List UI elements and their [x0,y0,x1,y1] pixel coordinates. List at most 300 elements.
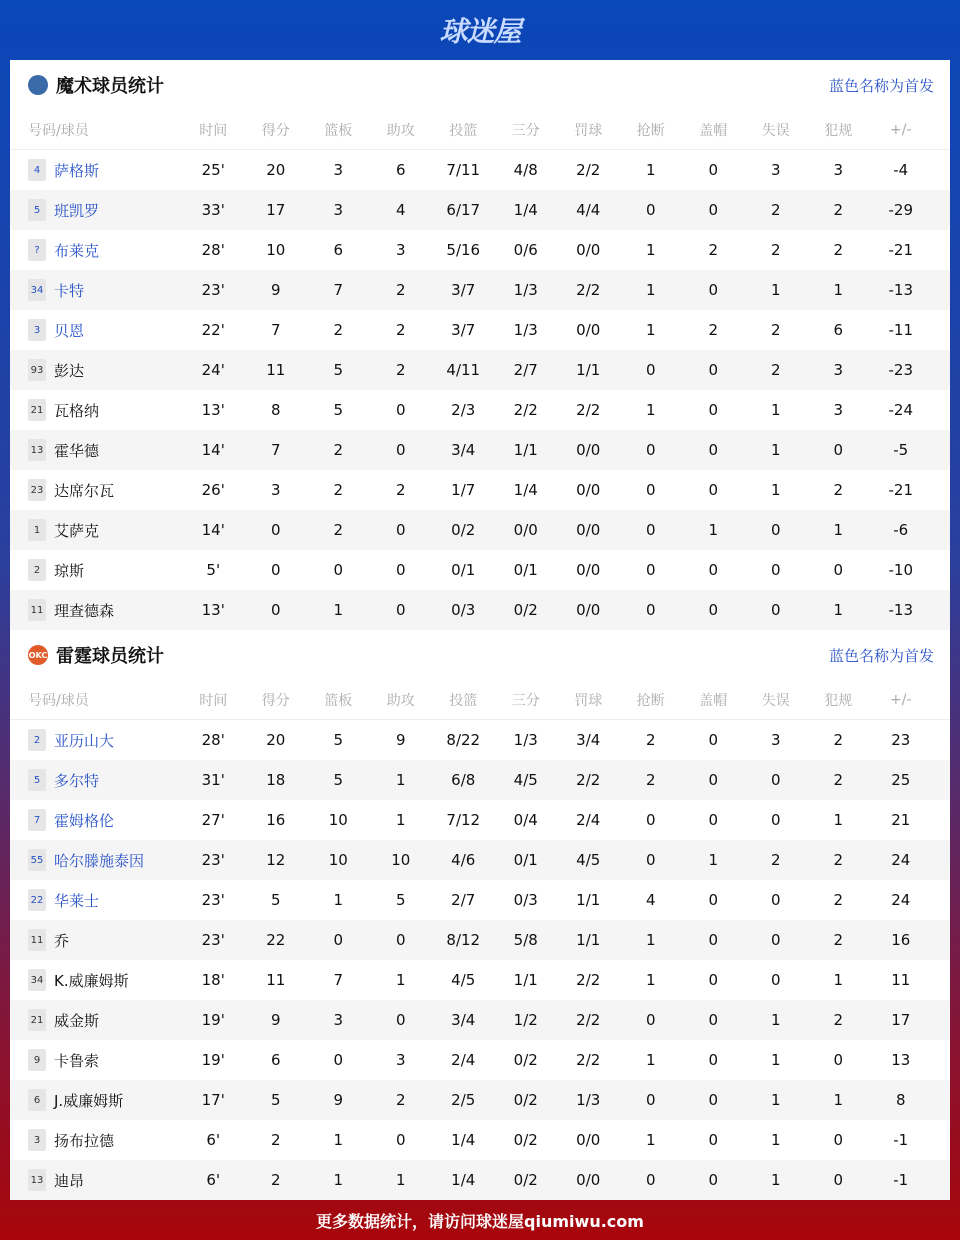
stat-cell: 12 [266,851,286,869]
stat-cell: 24' [201,361,225,379]
stat-cell: 0/0 [576,1131,601,1149]
stat-cell: 13' [201,401,225,419]
team-section [10,60,950,630]
jersey-number: 34 [28,279,46,301]
player-cell [10,479,182,501]
player-name[interactable]: 卡特 [54,281,85,300]
stat-cell: 2 [833,731,844,749]
player-name[interactable]: 威金斯 [54,1011,100,1030]
player-name[interactable]: 哈尔滕施泰因 [54,851,145,870]
table-row[interactable] [10,1040,950,1080]
team-logo-icon: OKC [28,645,48,665]
stat-cell: 0 [770,891,781,909]
player-cell [10,889,182,911]
stat-cell: 18 [266,771,286,789]
stat-cell: 1/2 [513,1011,538,1029]
player-name[interactable]: K.威廉姆斯 [54,971,129,990]
jersey-number: 1 [28,519,46,541]
stat-cell: 2/2 [576,971,601,989]
stat-cell: 28' [201,731,225,749]
stat-cell: 1 [833,521,844,539]
stat-cell: 0/0 [576,481,601,499]
stat-cell: 9 [333,1091,344,1109]
jersey-number: 93 [28,359,46,381]
column-header[interactable]: 篮板 [324,122,353,139]
stat-cell: 23' [201,281,225,299]
column-header[interactable]: 失误 [761,122,790,139]
table-row[interactable] [10,310,950,350]
team-section [10,630,950,1200]
stat-cell: 13 [891,1051,911,1069]
player-name[interactable]: 华莱士 [54,891,100,910]
jersey-number: 2 [28,559,46,581]
stat-cell: 2 [333,481,344,499]
stat-cell: 1 [333,1171,344,1189]
stat-cell: 6' [206,1171,221,1189]
player-name[interactable]: 彭达 [54,361,85,380]
stat-cell: 0 [833,561,844,579]
stat-cell: 0 [708,561,719,579]
stat-cell: 0 [645,481,656,499]
table-row[interactable] [10,190,950,230]
stat-cell: 7 [333,971,344,989]
stat-cell: 1 [645,281,656,299]
stat-cell: 2 [708,321,719,339]
stat-cell: 0 [708,1131,719,1149]
stat-cell: 2 [395,321,406,339]
table-row[interactable] [10,150,950,190]
table-row[interactable] [10,230,950,270]
player-name[interactable]: 扬布拉德 [54,1131,115,1150]
column-header[interactable]: 号码/球员 [28,692,89,709]
table-header [10,110,950,150]
stat-cell: -21 [888,241,913,259]
stat-cell: 0 [395,561,406,579]
stat-cell: 1 [333,891,344,909]
stat-cell: 4 [645,891,656,909]
stat-cell: 0/1 [513,561,538,579]
stat-cell: 2/2 [576,401,601,419]
stat-cell: 2/7 [451,891,476,909]
stat-cell: 4/4 [576,201,601,219]
player-cell [10,929,182,951]
column-header[interactable]: 时间 [199,122,228,139]
stat-cell: 0 [270,521,281,539]
stat-cell: 2 [770,201,781,219]
stat-cell: 1 [770,281,781,299]
stat-cell: 0 [645,601,656,619]
stat-cell: 1 [645,241,656,259]
stat-cell: 1 [833,811,844,829]
stat-cell: 6 [333,241,344,259]
player-cell [10,199,182,221]
column-header[interactable]: 盖帽 [699,692,728,709]
column-header[interactable]: 抢断 [636,122,665,139]
table-row[interactable] [10,960,950,1000]
stats-card [10,60,950,1200]
table-row[interactable] [10,1000,950,1040]
stat-cell: 0 [770,561,781,579]
jersey-number: ? [28,239,46,261]
stat-cell: 0/0 [576,321,601,339]
stat-cell: 2 [833,241,844,259]
table-row[interactable] [10,920,950,960]
stat-cell: 5/8 [513,931,538,949]
jersey-number: 3 [28,319,46,341]
stat-cell: 0/0 [576,441,601,459]
stat-cell: 2 [833,851,844,869]
player-name[interactable]: 达席尔瓦 [54,481,115,500]
player-cell [10,279,182,301]
stat-cell: 1 [770,441,781,459]
section-header [10,60,950,110]
stat-cell: 0/6 [513,241,538,259]
column-header[interactable]: 得分 [261,692,290,709]
column-header[interactable]: 犯规 [824,122,853,139]
stat-cell: 11 [891,971,911,989]
stat-cell: 2 [395,481,406,499]
jersey-number: 34 [28,969,46,991]
stat-cell: 0/0 [576,561,601,579]
stat-cell: 1/1 [576,361,601,379]
stat-cell: 0/1 [451,561,476,579]
column-header[interactable]: 抢断 [636,692,665,709]
player-cell [10,399,182,421]
stat-cell: 2 [833,891,844,909]
player-name[interactable]: 萨格斯 [54,161,100,180]
stat-cell: 5 [270,891,281,909]
stat-cell: 9 [395,731,406,749]
stat-cell: 0 [395,441,406,459]
stat-cell: 1 [770,1011,781,1029]
stat-cell: -1 [893,1171,909,1189]
stat-cell: 0 [708,931,719,949]
stat-cell: 7/11 [446,161,481,179]
stat-cell: 25 [891,771,911,789]
starter-legend: 蓝色名称为首发 [828,76,934,95]
player-name[interactable]: 琼斯 [54,561,85,580]
stat-cell: 0 [645,441,656,459]
column-header[interactable]: 篮板 [324,692,353,709]
stat-cell: 0 [645,1171,656,1189]
stat-cell: 1/4 [451,1171,476,1189]
jersey-number: 11 [28,599,46,621]
stat-cell: 2 [270,1171,281,1189]
stat-cell: 2 [833,201,844,219]
stat-cell: -5 [893,441,909,459]
player-cell [10,729,182,751]
stat-cell: 14' [201,441,225,459]
stat-cell: 0/2 [513,1091,538,1109]
stat-cell: 22 [266,931,286,949]
player-name[interactable]: 贝恩 [54,321,85,340]
player-name[interactable]: 亚历山大 [54,731,115,750]
stat-cell: 2/2 [576,281,601,299]
stat-cell: 23' [201,851,225,869]
stat-cell: 2 [645,771,656,789]
stat-cell: 23' [201,891,225,909]
jersey-number: 3 [28,1129,46,1151]
stat-cell: 0 [708,361,719,379]
stat-cell: 2 [833,481,844,499]
stat-cell: 6/8 [451,771,476,789]
stat-cell: 4/11 [446,361,481,379]
stat-cell: 6/17 [446,201,481,219]
player-name[interactable]: J.威廉姆斯 [54,1091,124,1110]
stat-cell: -13 [888,281,913,299]
stat-cell: 2 [833,1011,844,1029]
stat-cell: 0 [395,1011,406,1029]
stat-cell: 4 [395,201,406,219]
player-name[interactable]: 班凯罗 [54,201,100,220]
stat-cell: 5' [206,561,221,579]
stat-cell: 1 [833,971,844,989]
stat-cell: 0/2 [513,1051,538,1069]
stat-cell: 2 [770,361,781,379]
table-row[interactable] [10,590,950,630]
stat-cell: 2 [645,731,656,749]
stat-cell: 3/4 [451,1011,476,1029]
stat-cell: 1 [645,931,656,949]
stat-cell: 2 [395,1091,406,1109]
section-header [10,630,950,680]
stat-cell: 0 [770,771,781,789]
stat-cell: 1/3 [576,1091,601,1109]
stat-cell: 8/22 [446,731,481,749]
stat-cell: 1 [333,1131,344,1149]
stat-cell: -1 [893,1131,909,1149]
stat-cell: 5 [333,731,344,749]
jersey-number: 55 [28,849,46,871]
player-name[interactable]: 瓦格纳 [54,401,100,420]
section-title: 魔术球员统计 [56,76,164,97]
stat-cell: 0 [270,601,281,619]
stat-cell: 10 [391,851,411,869]
stat-cell: 0 [708,601,719,619]
player-cell [10,599,182,621]
jersey-number: 22 [28,889,46,911]
column-header[interactable]: 得分 [261,122,290,139]
jersey-number: 7 [28,809,46,831]
table-row[interactable] [10,510,950,550]
table-row[interactable] [10,550,950,590]
stat-cell: 1 [708,851,719,869]
stat-cell: 0/2 [513,1171,538,1189]
team-logo-icon [28,75,48,95]
stat-cell: 0/0 [576,521,601,539]
stat-cell: -21 [888,481,913,499]
stat-cell: 6' [206,1131,221,1149]
table-header [10,680,950,720]
jersey-number: 2 [28,729,46,751]
stat-cell: 5/16 [446,241,481,259]
stat-cell: 1 [770,1091,781,1109]
stat-cell: 17' [201,1091,225,1109]
column-header[interactable]: 号码/球员 [28,122,89,139]
stat-cell: 2/2 [576,161,601,179]
table-row[interactable] [10,720,950,760]
app-header [0,0,960,60]
table-row[interactable] [10,390,950,430]
jersey-number: 23 [28,479,46,501]
stat-cell: 3 [770,731,781,749]
stat-cell: 1 [395,1171,406,1189]
stat-cell: 0 [333,561,344,579]
player-name[interactable]: 布莱克 [54,241,100,260]
table-row[interactable] [10,840,950,880]
player-cell [10,519,182,541]
stat-cell: 1 [645,401,656,419]
table-row[interactable] [10,760,950,800]
stat-cell: 6 [270,1051,281,1069]
site-logo[interactable]: 球迷屋 [439,15,521,48]
player-name[interactable]: 霍华德 [54,441,100,460]
footer-banner[interactable]: 更多数据统计，请访问球迷屋qiumiwu.com [316,1211,644,1231]
table-row[interactable] [10,430,950,470]
stat-cell: 4/5 [513,771,538,789]
column-header[interactable]: 助攻 [386,692,415,709]
stat-cell: 7 [333,281,344,299]
column-header[interactable]: 犯规 [824,692,853,709]
stat-cell: -23 [888,361,913,379]
stat-cell: 16 [891,931,911,949]
column-header[interactable]: 时间 [199,692,228,709]
stat-cell: -6 [893,521,909,539]
stat-cell: 0 [770,811,781,829]
stat-cell: 19' [201,1011,225,1029]
stat-cell: 0 [645,201,656,219]
stat-cell: 0 [645,561,656,579]
table-row[interactable] [10,470,950,510]
stat-cell: 16 [266,811,286,829]
column-header[interactable]: 盖帽 [699,122,728,139]
stat-cell: 0 [645,1011,656,1029]
stat-cell: 0/0 [576,1171,601,1189]
column-header[interactable]: +/- [890,121,912,138]
player-name[interactable]: 霍姆格伦 [54,811,115,830]
stat-cell: 1 [395,771,406,789]
stat-cell: 0 [333,931,344,949]
player-name[interactable]: 卡鲁索 [54,1051,100,1070]
stat-cell: 0/1 [513,851,538,869]
stat-cell: 11 [266,971,286,989]
stat-cell: 7/12 [446,811,481,829]
stat-cell: 1 [645,971,656,989]
jersey-number: 13 [28,439,46,461]
stat-cell: 0/2 [513,1131,538,1149]
stat-cell: 3 [270,481,281,499]
column-header[interactable]: 助攻 [386,122,415,139]
table-row[interactable] [10,1160,950,1200]
player-name[interactable]: 乔 [54,931,70,950]
stat-cell: 33' [201,201,225,219]
stat-cell: 3 [333,161,344,179]
player-name[interactable]: 艾萨克 [54,521,100,540]
stat-cell: 1/4 [513,481,538,499]
stat-cell: 0 [395,521,406,539]
stat-cell: 17 [266,201,286,219]
jersey-number: 21 [28,399,46,421]
stat-cell: 0 [708,441,719,459]
column-header[interactable]: 三分 [511,122,540,139]
table-row[interactable] [10,350,950,390]
stat-cell: 1 [645,1131,656,1149]
table-row[interactable] [10,270,950,310]
player-name[interactable]: 迪昂 [54,1171,85,1190]
stat-cell: 1 [833,281,844,299]
stat-cell: 3 [833,401,844,419]
stat-cell: 10 [328,811,348,829]
stat-cell: 0 [770,971,781,989]
stat-cell: 0 [645,811,656,829]
stat-cell: 23 [891,731,911,749]
stat-cell: 0/0 [576,241,601,259]
stat-cell: 1/1 [576,891,601,909]
stat-cell: 0 [770,931,781,949]
column-header[interactable]: 失误 [761,692,790,709]
stat-cell: 1/4 [513,201,538,219]
stat-cell: -29 [888,201,913,219]
stat-cell: 1/1 [576,931,601,949]
stat-cell: 4/5 [451,971,476,989]
stat-cell: -4 [893,161,909,179]
table-row[interactable] [10,1080,950,1120]
stat-cell: 1 [395,971,406,989]
column-header[interactable]: +/- [890,691,912,708]
column-header[interactable]: 罚球 [574,122,603,139]
stat-cell: 2/3 [451,401,476,419]
stat-cell: 2/7 [513,361,538,379]
stat-cell: 0 [333,1051,344,1069]
player-cell [10,159,182,181]
table-row[interactable] [10,800,950,840]
stat-cell: 3/7 [451,321,476,339]
stat-cell: 1/3 [513,731,538,749]
stat-cell: 3/7 [451,281,476,299]
stat-cell: 1 [770,1171,781,1189]
column-header[interactable]: 投篮 [449,122,478,139]
column-header[interactable]: 罚球 [574,692,603,709]
stat-cell: 1/3 [513,321,538,339]
stat-cell: 0 [708,1051,719,1069]
table-row[interactable] [10,880,950,920]
table-row[interactable] [10,1120,950,1160]
stat-cell: 24 [891,851,911,869]
stat-cell: 4/6 [451,851,476,869]
stat-cell: 25' [201,161,225,179]
stat-cell: 2 [708,241,719,259]
stat-cell: 1 [770,401,781,419]
stat-cell: 2/5 [451,1091,476,1109]
stat-cell: 26' [201,481,225,499]
player-cell [10,319,182,341]
stat-cell: 11 [266,361,286,379]
stat-cell: 1 [708,521,719,539]
stat-cell: 31' [201,771,225,789]
stat-cell: 0 [833,441,844,459]
stat-cell: 0/3 [513,891,538,909]
column-header[interactable]: 投篮 [449,692,478,709]
player-name[interactable]: 多尔特 [54,771,100,790]
stat-cell: 0/3 [451,601,476,619]
stat-cell: 20 [266,731,286,749]
stat-cell: 0 [708,811,719,829]
jersey-number: 21 [28,1009,46,1031]
column-header[interactable]: 三分 [511,692,540,709]
stat-cell: 0 [708,1171,719,1189]
stat-cell: 5 [395,891,406,909]
player-name[interactable]: 理查德森 [54,601,115,620]
